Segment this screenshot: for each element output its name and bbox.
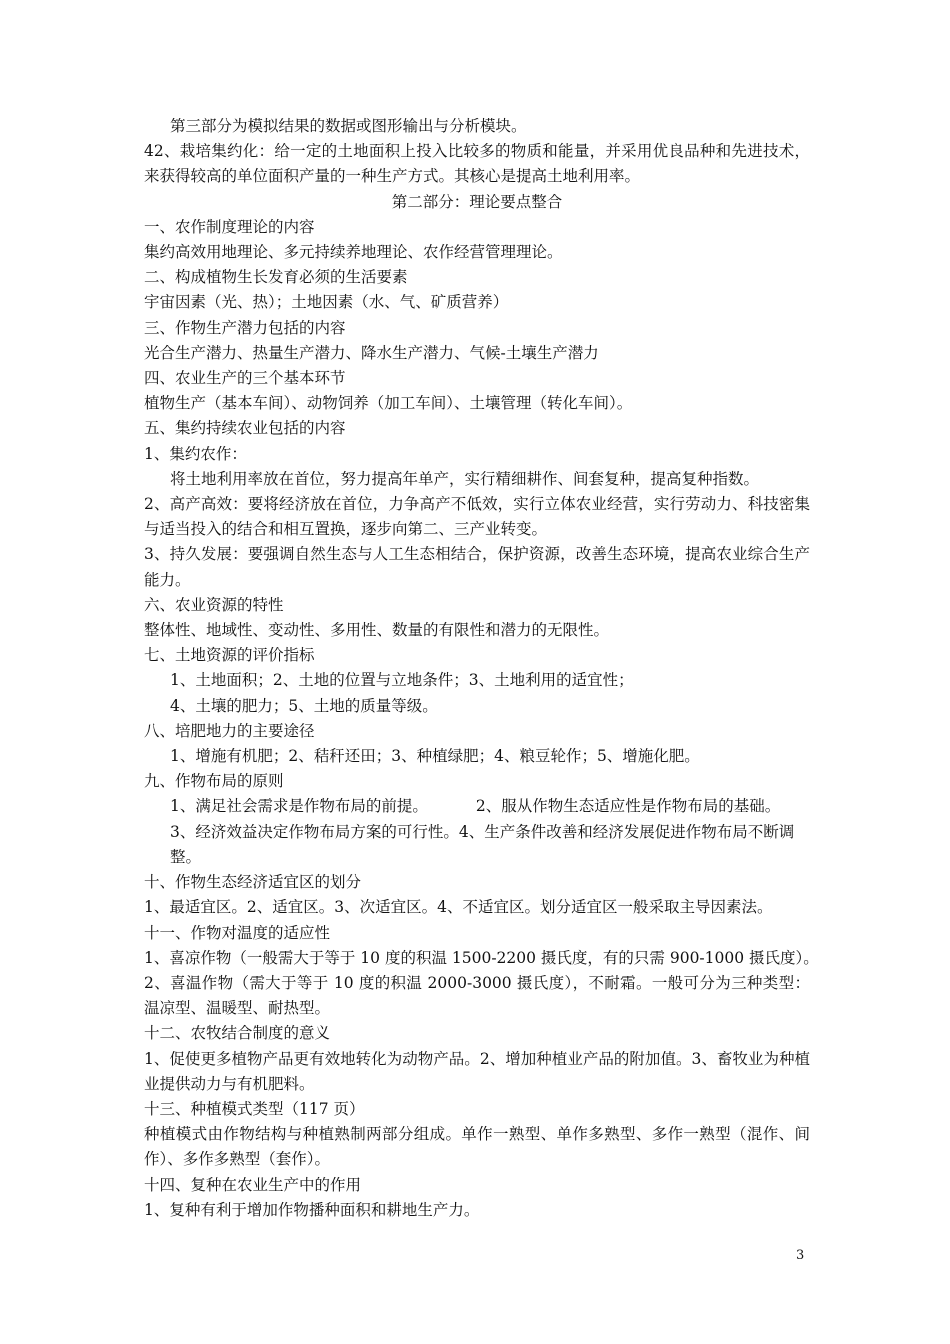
paragraph: 整体性、地域性、变动性、多用性、数量的有限性和潜力的无限性。 bbox=[144, 621, 610, 640]
list-item: 3、持久发展：要强调自然生态与人工生态相结合，保护资源，改善生态环境，提高农业综合生产能力。 bbox=[144, 545, 810, 589]
document-body bbox=[144, 114, 819, 1223]
list-item: 3、经济效益决定作物布局方案的可行性。4、生产条件改善和经济发展促进作物布局不断调整。 bbox=[170, 822, 795, 866]
paragraph: 将土地利用率放在首位，努力提高年单产，实行精细耕作、间套复种，提高复种指数。 bbox=[170, 469, 760, 488]
heading: 十二、农牧结合制度的意义 bbox=[144, 1024, 331, 1043]
paragraph: 种植模式由作物结构与种植熟制两部分组成。单作一熟型、单作多熟型、多作一熟型（混作、间作）、多作多熟型（套作）。 bbox=[144, 1125, 810, 1169]
list-item: 1、喜凉作物（一般需大于等于 10 度的积温 1500-2200 摄氏度，有的只需 900-1000 摄氏度）。 bbox=[144, 948, 819, 967]
heading: 二、构成植物生长发育必须的生活要素 bbox=[144, 268, 408, 287]
paragraph: 第三部分为模拟结果的数据或图形输出与分析模块。 bbox=[170, 117, 527, 135]
heading: 十一、作物对温度的适应性 bbox=[144, 923, 331, 942]
section-title: 第二部分：理论要点整合 bbox=[391, 192, 563, 211]
heading: 七、土地资源的评价指标 bbox=[144, 646, 315, 665]
heading: 九、作物布局的原则 bbox=[144, 772, 284, 791]
list-item: 2、服从作物生态适应性是作物布局的基础。 bbox=[475, 797, 781, 816]
heading: 十、作物生态经济适宜区的划分 bbox=[144, 873, 362, 892]
paragraph: 1、最适宜区。2、适宜区。3、次适宜区。4、不适宜区。划分适宜区一般采取主导因素法。 bbox=[144, 898, 773, 917]
list-item: 2、喜温作物（需大于等于 10 度的积温 2000-3000 摄氏度），不耐霜。一般可分为三种类型：温凉型、温暖型、耐热型。 bbox=[144, 973, 810, 1018]
list-item: 4、土壤的肥力；5、土地的质量等级。 bbox=[170, 696, 438, 715]
list-item: 1、土地面积；2、土地的位置与立地条件；3、土地利用的适宜性； bbox=[170, 671, 634, 690]
heading: 三、作物生产潜力包括的内容 bbox=[144, 318, 346, 337]
paragraph: 1、促使更多植物产品更有效地转化为动物产品。2、增加种植业产品的附加值。3、畜牧业为种植业提供动力与有机肥料。 bbox=[144, 1049, 810, 1093]
list-item: 2、高产高效：要将经济放在首位，力争高产不低效，实行立体农业经营，实行劳动力、科技密集与适当投入的结合和相互置换，逐步向第二、三产业转变。 bbox=[144, 495, 810, 539]
paragraph: 42、栽培集约化：给一定的土地面积上投入比较多的物质和能量，并采用优良品种和先进技术，来获得较高的单位面积产量的一种生产方式。其核心是提高土地利用率。 bbox=[144, 142, 810, 186]
paragraph: 光合生产潜力、热量生产潜力、降水生产潜力、气候-土壤生产潜力 bbox=[144, 343, 599, 362]
heading: 八、培肥地力的主要途径 bbox=[144, 721, 315, 740]
heading: 五、集约持续农业包括的内容 bbox=[144, 419, 346, 438]
list-item: 1、满足社会需求是作物布局的前提。 bbox=[170, 797, 428, 816]
paragraph: 集约高效用地理论、多元持续养地理论、农作经营管理理论。 bbox=[144, 243, 563, 262]
paragraph: 宇宙因素（光、热）；土地因素（水、气、矿质营养） bbox=[144, 293, 509, 312]
list-item: 1、增施有机肥；2、秸秆还田；3、种植绿肥；4、粮豆轮作；5、增施化肥。 bbox=[170, 747, 700, 766]
list-item-row bbox=[144, 794, 810, 819]
page-number: 3 bbox=[796, 1248, 805, 1263]
heading: 四、农业生产的三个基本环节 bbox=[144, 369, 346, 388]
heading: 十三、种植模式类型（117 页） bbox=[144, 1099, 365, 1118]
paragraph: 植物生产（基本车间）、动物饲养（加工车间）、土壤管理（转化车间）。 bbox=[144, 394, 633, 413]
list-item: 1、集约农作： bbox=[144, 444, 247, 463]
heading: 十四、复种在农业生产中的作用 bbox=[144, 1175, 362, 1194]
heading: 一、农作制度理论的内容 bbox=[144, 217, 315, 236]
heading: 六、农业资源的特性 bbox=[144, 595, 284, 614]
list-item: 1、复种有利于增加作物播种面积和耕地生产力。 bbox=[144, 1200, 480, 1219]
